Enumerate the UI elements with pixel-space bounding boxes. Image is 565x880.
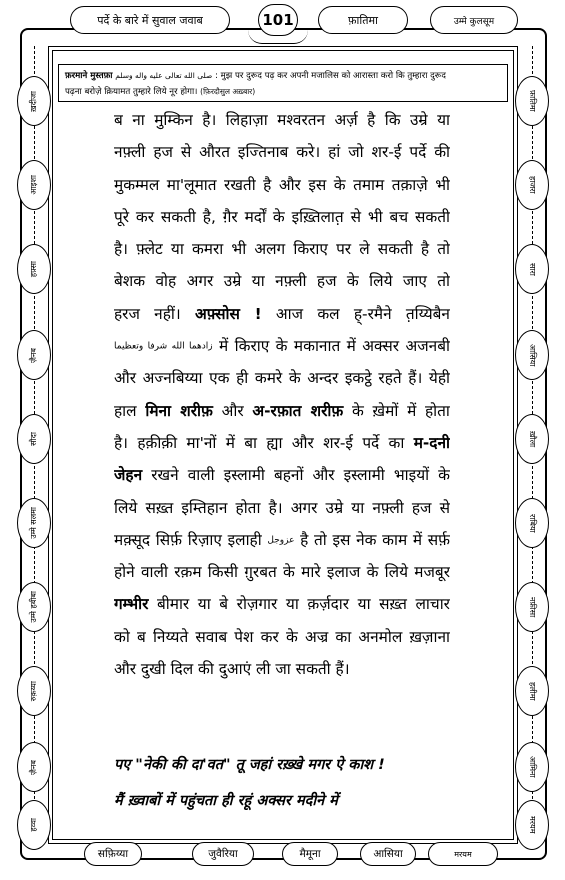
body-line	[114, 427, 450, 459]
body-line: है। फ़्लेट या कमरा भी अलग किराए पर ले सकती है तो	[114, 240, 450, 259]
right-medallion	[515, 160, 549, 210]
body-line	[114, 459, 450, 491]
left-medallion	[17, 582, 51, 632]
header-corner-medallion: उम्मे कुलसूम	[430, 6, 518, 34]
top-center-ornament	[248, 30, 308, 44]
medallion-label: सारा	[528, 262, 537, 276]
text-segment: में किराए के मकानात में अक्सर अजनबी	[219, 337, 450, 356]
text-segment: और	[221, 401, 244, 420]
right-medallion	[515, 800, 549, 850]
footer-medallion: मैमूना	[282, 842, 338, 866]
medallion-label: ज़ैनब	[29, 347, 38, 363]
body-line: ब ना मुम्किन है। लिहाज़ा मश्वरतन अर्ज़ है कि उम्रे या	[114, 111, 450, 129]
text-segment: हाल	[114, 401, 137, 420]
medallion-label: आसिया	[528, 343, 537, 367]
medallion-label: हाजरा	[528, 176, 537, 194]
body-text	[114, 104, 450, 685]
medallion-label: मरयम	[528, 816, 537, 834]
text-segment: मक़्सूद सिर्फ़ रिज़ाए इलाही	[114, 530, 262, 549]
left-medallion	[17, 76, 51, 126]
right-medallion	[515, 76, 549, 126]
left-medallion	[17, 800, 51, 850]
text-segment: आज कल ह्-रमैने त़य्यिबैन	[275, 304, 450, 323]
right-medallion	[515, 742, 549, 792]
medallion-label: उम्मे सलमा	[29, 507, 38, 539]
body-line: और अज्नबिय्या एक ही कमरे के अन्दर इकट्ठे रहते हैं। येही	[114, 369, 450, 388]
text-segment: है तो इस नेक काम में सर्फ़	[300, 530, 450, 549]
body-line	[114, 588, 450, 620]
footer-medallion: मरयम	[428, 842, 498, 866]
text-segment: है। हक़ीक़ी मा'नों में बा ह्या और शर-ई पर्दे का	[114, 433, 405, 452]
header-ornament-label: फ़ातिमा	[318, 6, 408, 34]
left-medallion	[17, 498, 51, 548]
medallion-label: ज़ैनब	[29, 759, 38, 775]
left-medallion	[17, 742, 51, 792]
text-segment: रखने वाली इस्लामी बहनों और इस्लामी भाइयों के	[151, 466, 450, 485]
bold-phrase: म-दनी	[413, 433, 450, 452]
medallion-label: ख़दीजा	[29, 90, 38, 112]
medallion-label: सौदा	[29, 432, 38, 446]
footer-medallion: जुवैरिया	[192, 842, 254, 866]
left-medallion	[17, 414, 51, 464]
left-medallion	[17, 666, 51, 716]
arabic-honorific: عزوجل	[267, 535, 295, 546]
right-medallion	[515, 666, 549, 716]
hadith-title: फ़रमाने मुस्तफ़ा	[65, 71, 113, 81]
right-medallion	[515, 582, 549, 632]
hadith-line1: : मुझ पर दुरूद पढ़ कर अपनी मजालिस को आरास्ता करो कि तुम्हारा दुरूद	[215, 71, 446, 81]
medallion-label: रुक़य्या	[29, 680, 38, 702]
body-line	[114, 395, 450, 427]
hadith-source: (फ़िरदौसुल अख़्बार)	[200, 87, 256, 96]
hadith-salawat: صلى الله تعالى عليه واله وسلم	[115, 71, 213, 80]
right-medallion	[515, 498, 549, 548]
text-segment: बीमार या बे रोज़गार या क़र्ज़दार या सख़्त लाचार	[156, 595, 450, 614]
right-medallion	[515, 330, 549, 380]
medallion-label: ख़ौला	[528, 430, 537, 448]
page-number: 101	[258, 4, 298, 36]
verse-line-1: पए "नेकी की दा'वत" तू जहां रख़्खे मगर ऐ काश !	[114, 757, 385, 773]
medallion-label: आइशा	[29, 175, 38, 195]
left-medallion	[17, 160, 51, 210]
hadith-box	[58, 64, 508, 102]
bold-phrase: मिना शरीफ़	[145, 401, 213, 420]
body-line: होने वाली रक़म किसी ग़ुरबत के मारे इलाज के लिये मजबूर	[114, 563, 450, 582]
medallion-label: हलीमा	[528, 681, 537, 701]
left-medallion	[17, 330, 51, 380]
body-line: को ब निय्यते सवाब पेश कर के अज्र का अनमोल ख़ज़ाना	[114, 627, 450, 646]
right-medallion	[515, 244, 549, 294]
body-line	[114, 524, 450, 556]
medallion-label: फ़ातिमा	[528, 90, 537, 112]
text-segment: हरज नहीं।	[114, 304, 181, 323]
footer-medallion: सफ़िय्या	[84, 842, 142, 866]
left-medallion	[17, 244, 51, 294]
arabic-honorific: زادهما الله شرفا وتعظيما	[114, 341, 213, 352]
medallion-label: आमिना	[528, 756, 537, 778]
medallion-label: हव्वा	[29, 818, 38, 832]
body-line: बेशक वोह अगर उम्रे या नफ़्ली हज के लिये जाए तो	[114, 272, 450, 291]
body-line: नफ़्ली हज से औरत इज्तिनाब करे। हां जो शर-ई पर्दे की	[114, 143, 450, 162]
bold-phrase: जेहन	[114, 466, 143, 485]
medallion-label: उम्मे हबीबा	[29, 591, 38, 623]
body-line	[114, 330, 450, 362]
text-segment: के ख़ेमों में होता	[352, 401, 450, 420]
bold-phrase: अ-रफ़ात शरीफ़	[252, 401, 344, 420]
body-line	[114, 298, 450, 330]
medallion-label: नफ़ीसा	[528, 596, 537, 618]
footer-medallion: आसिया	[360, 842, 416, 866]
medallion-label: राबिया	[528, 513, 537, 533]
verse-line-2: मैं ख़्वाबों में पहुंचता ही रहूं अक्सर मदीने में	[114, 793, 338, 809]
header-book-title: पर्दे के बारे में सुवाल जवाब	[70, 6, 230, 34]
body-line: और दुखी दिल की दुआएं ली जा सकती हैं।	[114, 660, 350, 679]
right-medallion	[515, 414, 549, 464]
hadith-line2: पढ़ना बरोज़े क़ियामत तुम्हारे लिये नूर होगा।	[65, 87, 198, 97]
bold-phrase: गम्भीर	[114, 595, 149, 614]
body-line: लिये सख़्त इम्तिहान होता है। अगर उम्रे या नफ़्ली हज से	[114, 498, 450, 517]
body-line: पूरे कर सकती है, ग़ैर मर्दों के इख़्तिलात़ से भी बच सकती	[114, 207, 450, 226]
body-line: मुकम्मल मा'लूमात रखती है और इस के तमाम तक़ाज़े भी	[114, 175, 450, 194]
bold-phrase: अफ़्सोस !	[194, 304, 262, 323]
medallion-label: हफ़्सा	[29, 260, 38, 278]
